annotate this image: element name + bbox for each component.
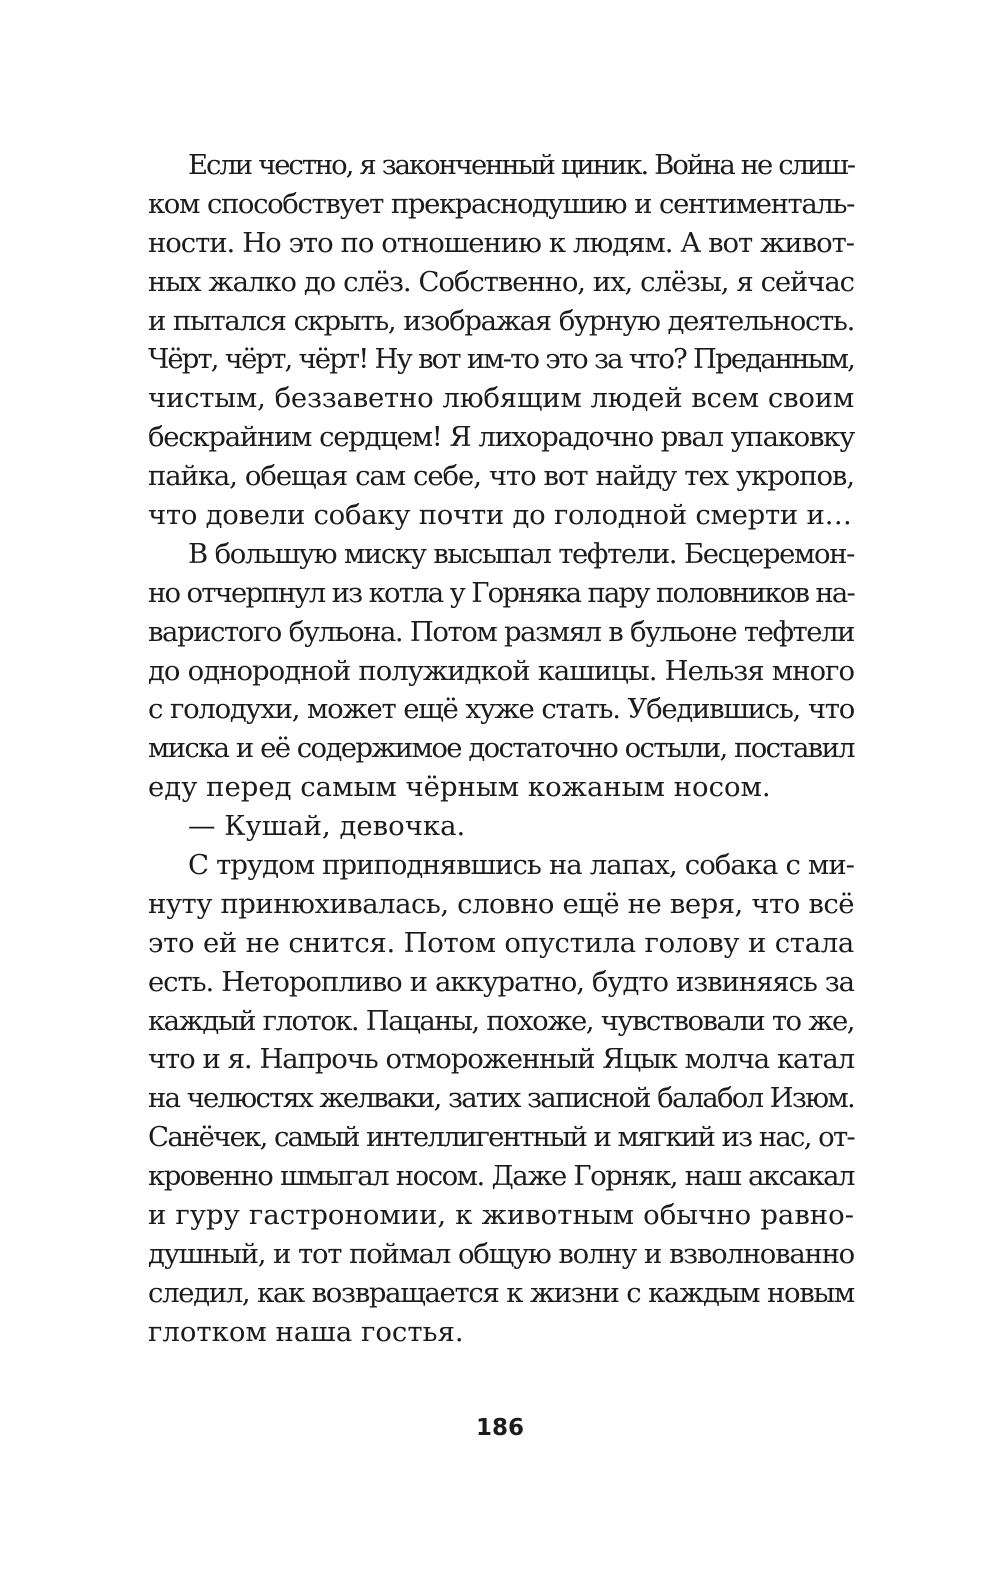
text-line: чистым, беззаветно любящим людей всем своим	[148, 382, 854, 415]
text-line: глотком наша гостья.	[148, 1315, 464, 1348]
text-line: кровенно шмыгал носом. Даже Горняк, наш аксакал	[148, 1160, 854, 1193]
text-line: следил, как возвращается к жизни с каждым новым	[148, 1276, 854, 1309]
page-number: 186	[475, 1415, 524, 1441]
text-line: это ей не снится. Потом опустила голову и стала	[148, 926, 854, 959]
text-line: но отчерпнул из котла у Горняка пару половников на-	[148, 576, 854, 609]
text-line: на челюстях желваки, затих записной балабол Изюм.	[148, 1082, 854, 1115]
text-line: есть. Неторопливо и аккуратно, будто извиняясь за	[148, 965, 854, 998]
text-line: ком способствует прекраснодушию и сентименталь-	[148, 187, 854, 220]
text-line: нуту принюхивалась, словно ещё не веря, что всё	[148, 887, 854, 920]
text-line: и пытался скрыть, изображая бурную деятельность.	[148, 304, 854, 337]
text-line: еду перед самым чёрным кожаным носом.	[148, 771, 771, 804]
text-line: бескрайним сердцем! Я лихорадочно рвал упаковку	[148, 421, 854, 454]
text-line: с голодухи, может ещё хуже стать. Убедившись, что	[148, 693, 854, 726]
text-line: миска и её содержимое достаточно остыли, поставил	[148, 732, 854, 765]
text-line: Если честно, я законченный циник. Война не слиш-	[188, 149, 854, 181]
text-line: пайка, обещая сам себе, что вот найду тех укропов,	[148, 460, 854, 493]
dialogue-line: — Кушай, девочка.	[188, 810, 466, 843]
text-line: ности. Но это по отношению к людям. А вот живот-	[148, 226, 854, 259]
text-line: Чёрт, чёрт, чёрт! Ну вот им-то это за что? Преданным,	[148, 343, 854, 376]
text-line: Санёчек, самый интеллигентный и мягкий из нас, от-	[148, 1121, 854, 1154]
text-line: варистого бульона. Потом размял в бульоне тефтели	[148, 615, 854, 648]
text-line: что довели собаку почти до голодной смерти и…	[148, 499, 852, 532]
text-line: и гуру гастрономии, к животным обычно равно-	[148, 1199, 854, 1232]
text-line: что и я. Напрочь отмороженный Яцык молча катал	[148, 1043, 854, 1076]
text-line: каждый глоток. Пацаны, похоже, чувствовали то же,	[148, 1004, 854, 1037]
text-line: ных жалко до слёз. Собственно, их, слёзы, я сейчас	[148, 265, 854, 298]
text-line: С трудом приподнявшись на лапах, собака с ми-	[188, 849, 854, 882]
text-line: душный, и тот поймал общую волну и взволнованно	[148, 1237, 854, 1270]
body-text	[148, 146, 854, 1352]
text-line: до однородной полужидкой кашицы. Нельзя много	[148, 654, 854, 687]
text-line: В большую миску высыпал тефтели. Бесцеремон-	[188, 537, 854, 570]
